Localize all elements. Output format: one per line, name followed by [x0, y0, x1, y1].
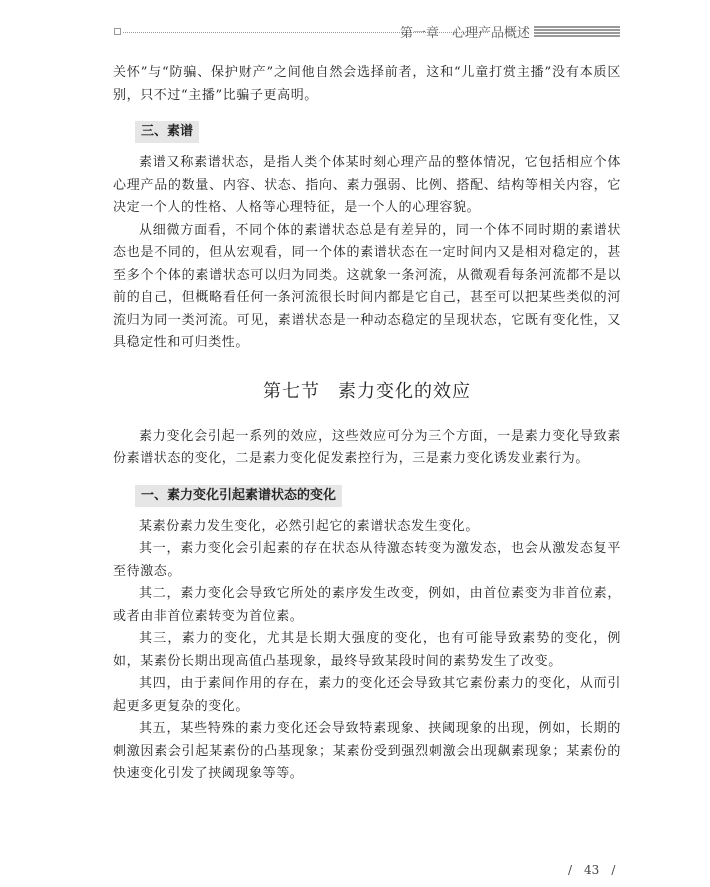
subheading: 三、素谱 — [135, 121, 199, 143]
subheading-row — [113, 120, 621, 143]
paragraph: 其二，素力变化会导致它所处的素序发生改变，例如，由首位素变为非首位素，或者由非首位素转变为首位素。 — [113, 586, 621, 624]
paragraph: 从细微方面看，不同个体的素谱状态总是有差异的，同一个体不同时期的素谱状态也是不同的，但从宏观看，同一个体的素谱状态在一定时间内又是相对稳定的，甚至多个个体的素谱状态可以归为同类。这就象一条河流，从微观看每条河流都不是以前的自己，但概略看任何一条河流很长时间内都是它自己，甚至可以把某些类似的河流归为同一类河流。可见，素谱状态是一种动态稳定的呈现状态，它既有变化性，又具稳定性和可归类性。 — [113, 222, 621, 350]
paragraph: 素谱又称素谱状态，是指人类个体某时刻心理产品的整体情况，它包括相应个体心理产品的数量、内容、状态、指向、素力强弱、比例、搭配、结构等相关内容，它决定一个人的性格、人格等心理特征，是一个人的心理容貌。 — [113, 155, 621, 215]
section-heading — [113, 377, 621, 403]
paragraph: 其三，素力的变化，尤其是长期大强度的变化，也有可能导致素势的变化，例如，某素份长期出现高值凸基现象，最终导致某段时间的素势发生了改变。 — [113, 631, 621, 669]
section-title: 素力变化的效应 — [338, 380, 471, 402]
paragraph: 其四，由于素间作用的存在，素力的变化还会导致其它素份素力的变化，从而引起更多更复杂的变化。 — [113, 676, 621, 714]
chapter-title: 第一章 心理产品概述 — [399, 26, 530, 41]
paragraph: 其五，某些特殊的素力变化还会导致特素现象、挟阈现象的出现，例如，长期的刺激因素会引起某素份的凸基现象；某素份受到强烈刺激会出现飙素现象；某素份的快速变化引发了挟阈现象等等。 — [113, 721, 621, 781]
subheading-row — [113, 484, 621, 507]
paragraph: 素力变化会引起一系列的效应，这些效应可分为三个方面，一是素力变化导致素份素谱状态的变化，二是素力变化促发素控行为，三是素力变化诱发业素行为。 — [113, 428, 621, 466]
paragraph: 其一，素力变化会引起素的存在状态从待激态转变为激发态，也会从激发态复平至待激态。 — [113, 541, 621, 579]
running-header — [114, 22, 620, 44]
paragraph: 某素份素力发生变化，必然引起它的素谱状态发生变化。 — [139, 518, 480, 534]
header-stripe-decoration — [534, 26, 620, 38]
page-body — [113, 62, 621, 786]
page-number: / 43 / — [568, 863, 616, 877]
paragraph: 关怀”与“防骗、保护财产”之间他自然会选择前者，这和“儿童打赏主播”没有本质区别，只不过“主播”比骗子更高明。 — [113, 65, 621, 103]
header-square-mark — [114, 28, 121, 35]
section-number: 第七节 — [263, 380, 320, 402]
subheading: 一、素力变化引起素谱状态的变化 — [135, 485, 342, 507]
